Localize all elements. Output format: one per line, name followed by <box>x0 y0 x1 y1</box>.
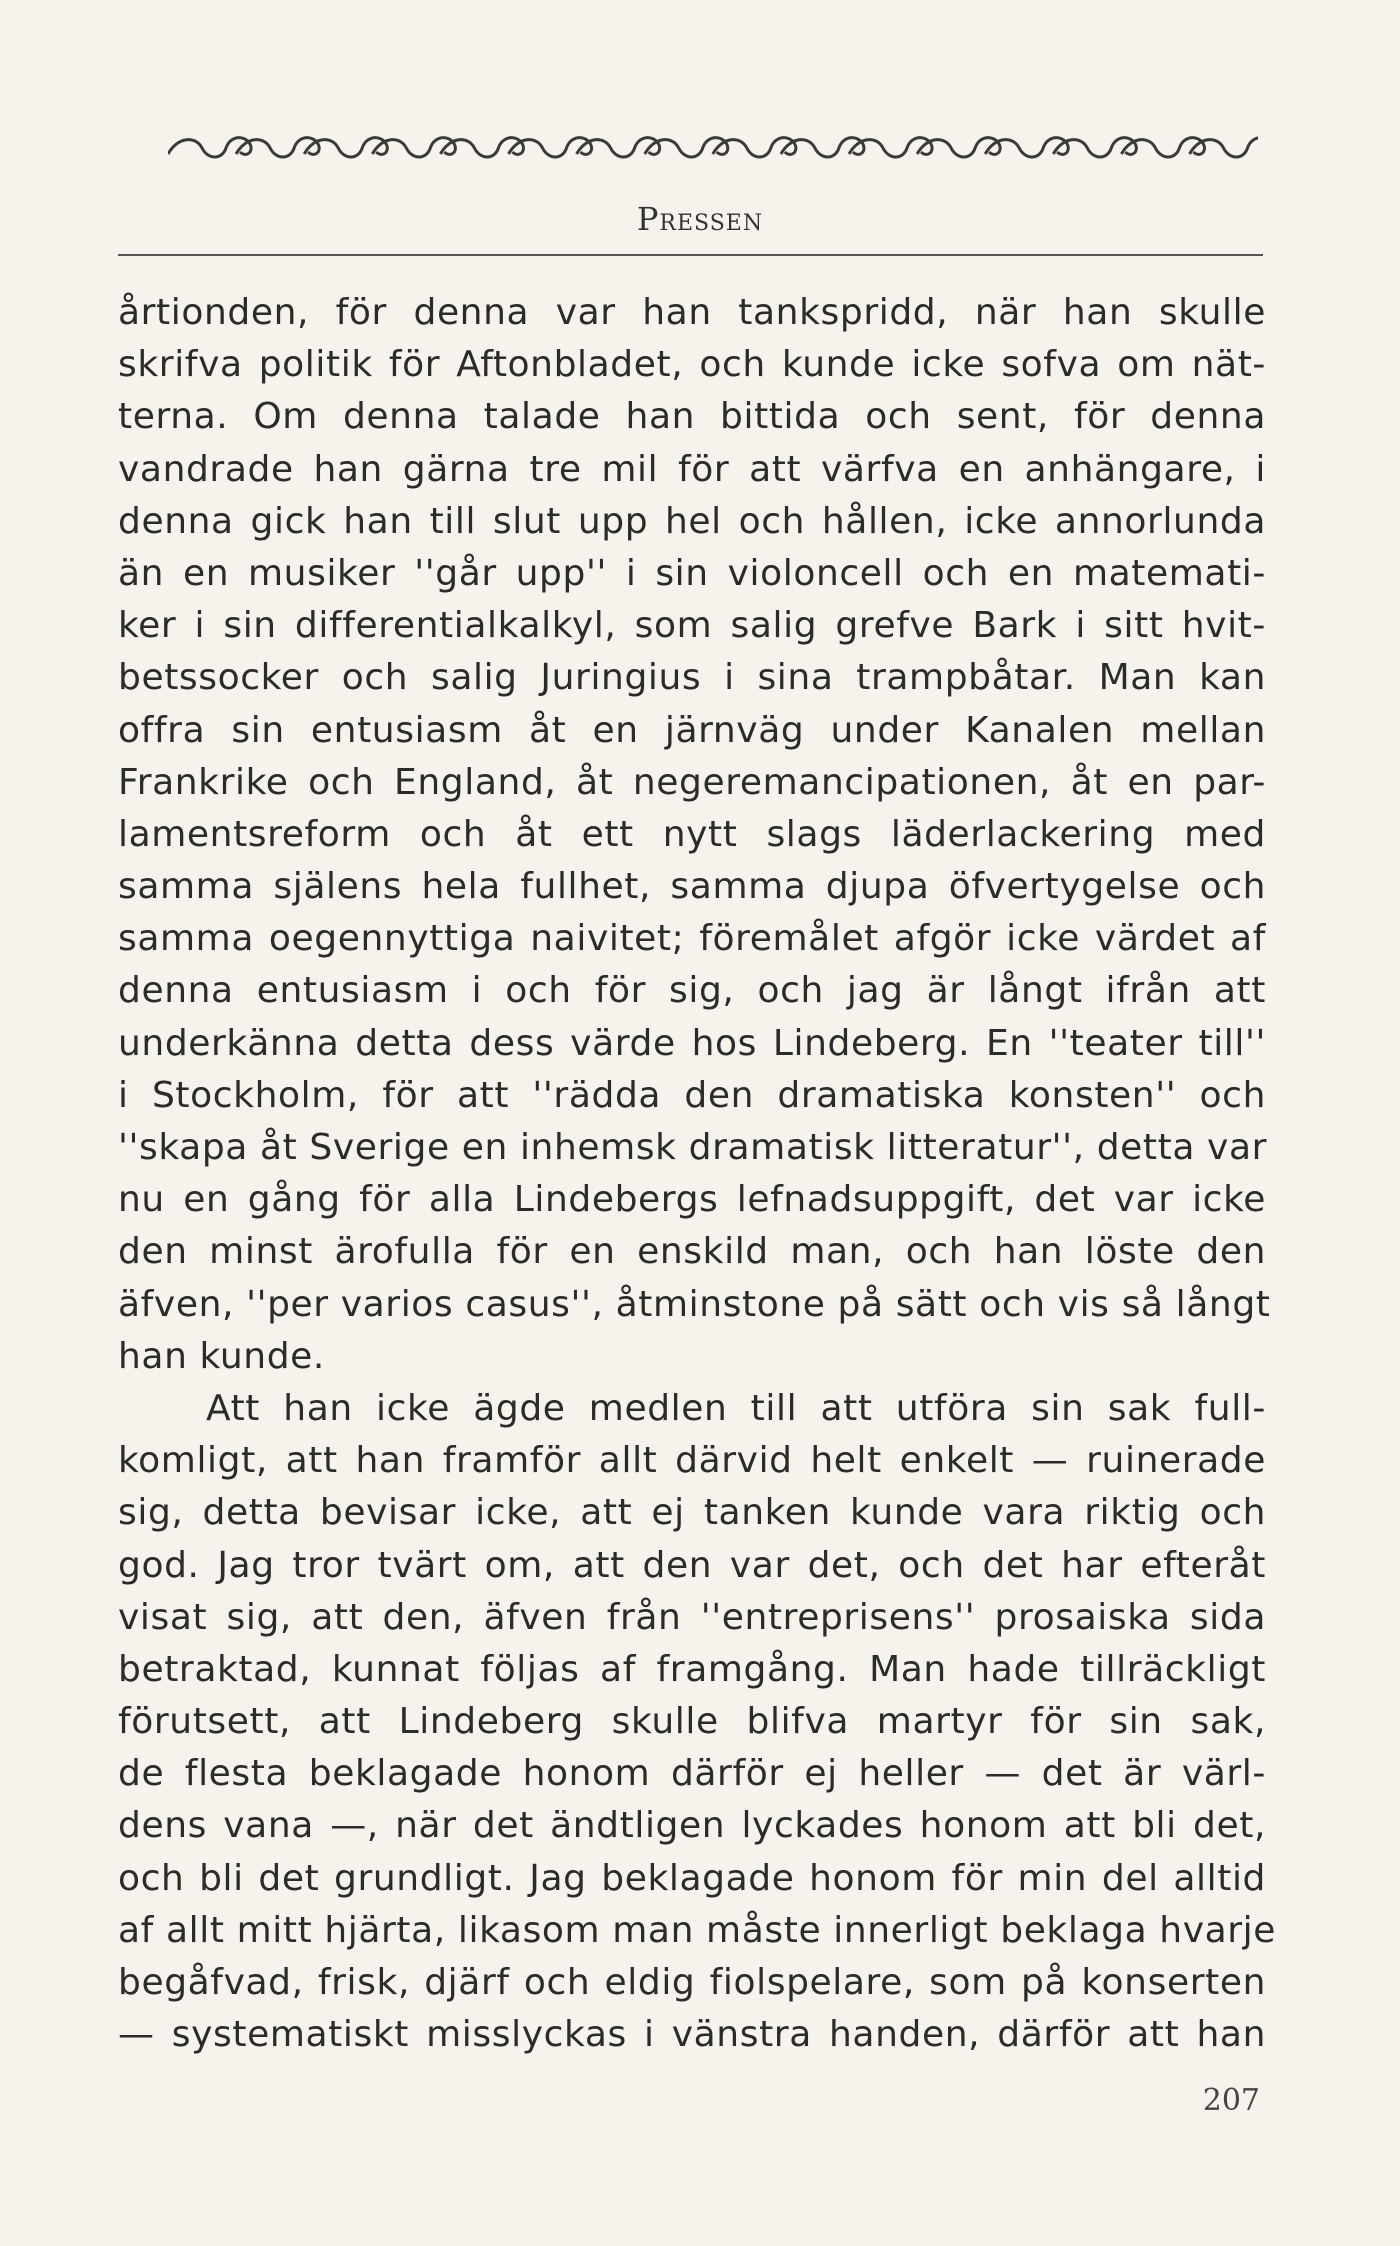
header-rule <box>118 254 1263 256</box>
text-line: underkänna detta dess värde hos Lindeberg. En ''teater till'' <box>118 1022 1266 1064</box>
text-line: vandrade han gärna tre mil för att värfva en anhängare, i <box>118 448 1266 490</box>
text-line: de flesta beklagade honom därför ej heller — det är värl- <box>118 1753 1266 1795</box>
text-line: betssocker och salig Juringius i sina trampbåtar. Man kan <box>118 657 1266 699</box>
text-line: af allt mitt hjärta, likasom man måste innerligt beklaga hvarje <box>118 1909 1277 1951</box>
text-line: den minst ärofulla för en enskild man, och han löste den <box>118 1231 1266 1273</box>
page-number: 207 <box>1202 2083 1260 2118</box>
text-line: årtionden, för denna var han tankspridd, när han skulle <box>118 292 1266 333</box>
text-line: ker i sin differentialkalkyl, som salig grefve Bark i sitt hvit- <box>118 605 1266 647</box>
text-line: i Stockholm, för att ''rädda den dramatiska konsten'' och <box>118 1074 1266 1116</box>
text-line: komligt, att han framför allt därvid helt enkelt — ruinerade <box>118 1440 1266 1482</box>
scroll-wave-ornament-icon <box>168 128 1258 168</box>
text-line: Att han icke ägde medlen till att utföra sin sak full- <box>206 1387 1266 1429</box>
paragraph-2 <box>118 1383 1277 2061</box>
text-line: begåfvad, frisk, djärf och eldig fiolspelare, som på konserten <box>118 1962 1266 2003</box>
text-line: och bli det grundligt. Jag beklagade honom för min del alltid <box>118 1857 1266 1899</box>
text-line: samma själens hela fullhet, samma djupa öfvertygelse och <box>118 866 1266 908</box>
text-line: han kunde. <box>118 1335 325 1377</box>
text-line: nu en gång för alla Lindebergs lefnadsuppgift, det var icke <box>118 1179 1266 1221</box>
text-line: offra sin entusiasm åt en järnväg under Kanalen mellan <box>118 709 1266 751</box>
running-title: Pressen <box>636 200 764 238</box>
text-line: denna entusiasm i och för sig, och jag är långt ifrån att <box>118 970 1266 1012</box>
text-line: ''skapa åt Sverige en inhemsk dramatisk litteratur'', detta var <box>118 1127 1268 1168</box>
text-line: äfven, ''per varios casus'', åtminstone på sätt och vis så långt <box>118 1283 1271 1325</box>
text-line: terna. Om denna talade han bittida och sent, för denna <box>118 396 1266 438</box>
text-line: Frankrike och England, åt negeremancipationen, åt en par- <box>118 761 1266 803</box>
paragraph-1 <box>118 287 1271 1383</box>
text-line: god. Jag tror tvärt om, att den var det, och det har efteråt <box>118 1544 1266 1586</box>
text-line: betraktad, kunnat följas af framgång. Man hade tillräckligt <box>118 1648 1266 1690</box>
text-line: denna gick han till slut upp hel och hållen, icke annorlunda <box>118 500 1266 542</box>
body-text <box>118 287 1277 2061</box>
text-line: visat sig, att den, äfven från ''entreprisens'' prosaiska sida <box>118 1596 1266 1638</box>
text-line: lamentsreform och åt ett nytt slags läderlackering med <box>118 813 1266 855</box>
text-line: skrifva politik för Aftonbladet, och kunde icke sofva om nät- <box>118 344 1266 386</box>
text-line: sig, detta bevisar icke, att ej tanken kunde vara riktig och <box>118 1492 1266 1534</box>
text-line: än en musiker ''går upp'' i sin violoncell och en matemati- <box>118 552 1266 594</box>
text-line: samma oegennyttiga naivitet; föremålet afgör icke värdet af <box>118 918 1266 960</box>
text-line: förutsett, att Lindeberg skulle blifva martyr för sin sak, <box>118 1701 1266 1743</box>
text-line: dens vana —, när det ändtligen lyckades honom att bli det, <box>118 1805 1266 1847</box>
text-line: — systematiskt misslyckas i vänstra handen, därför att han <box>118 2014 1266 2056</box>
